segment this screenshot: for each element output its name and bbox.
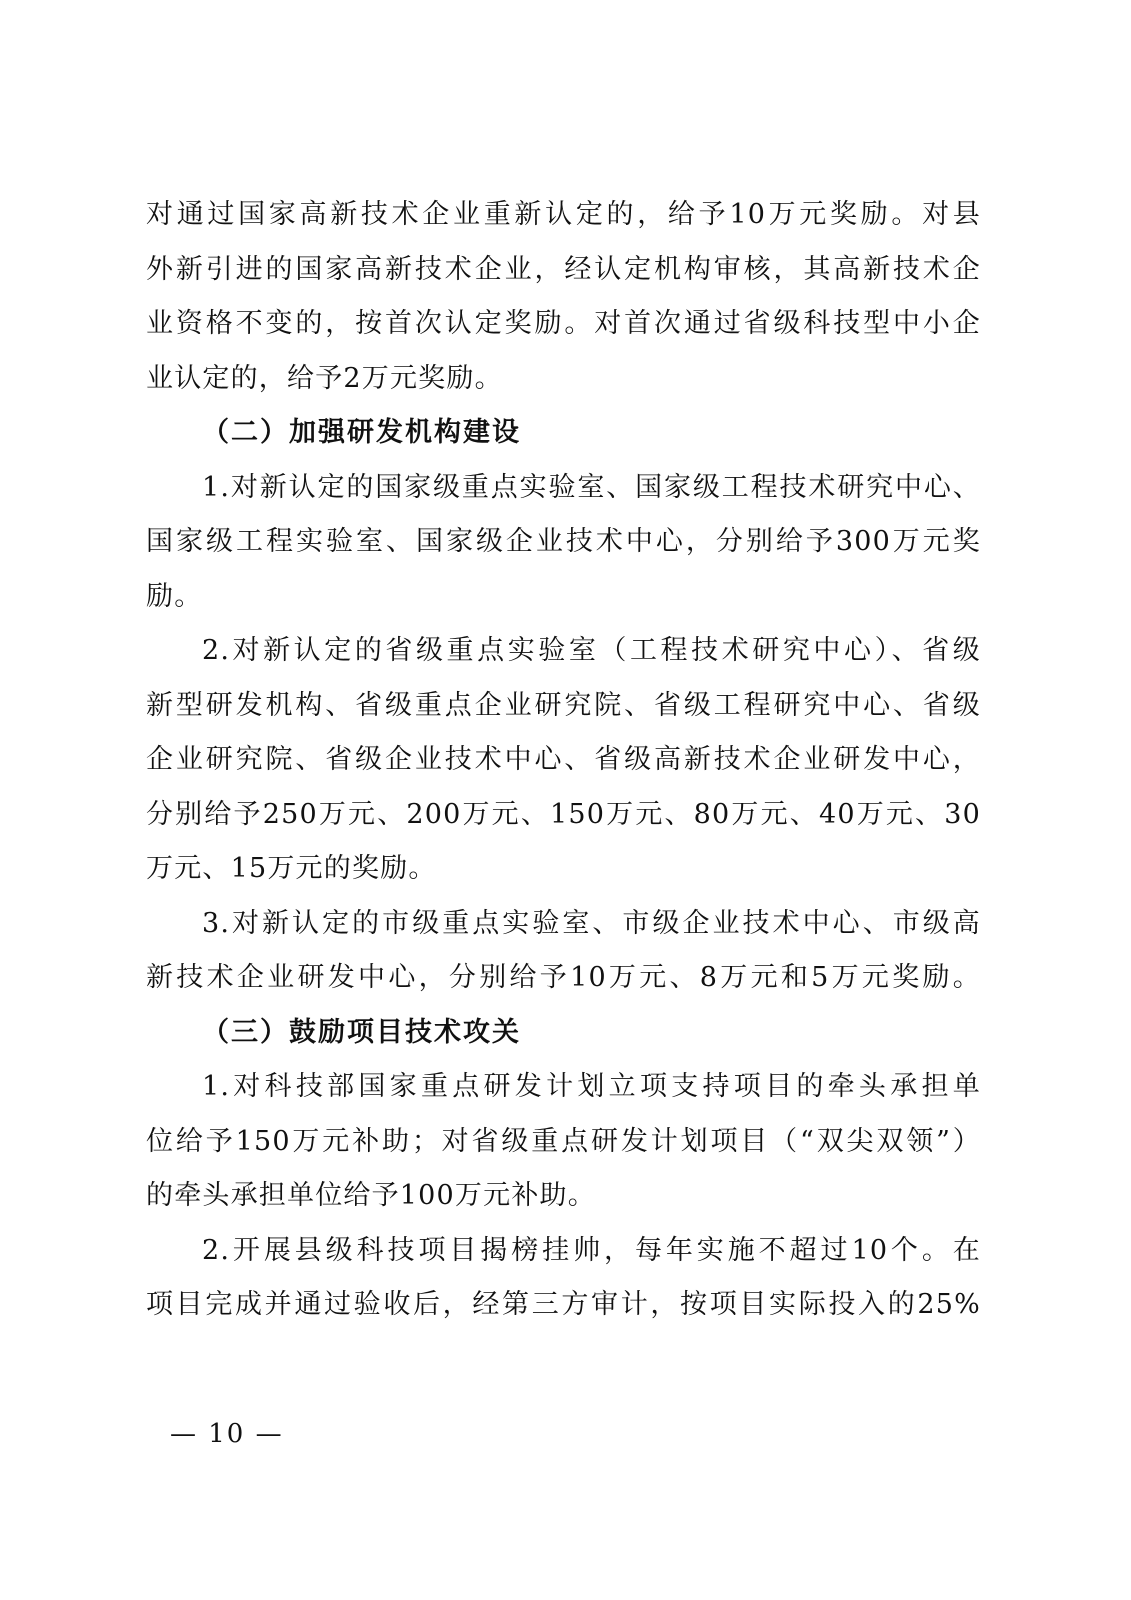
section-heading: （二）加强研发机构建设 xyxy=(202,417,521,448)
text-line: 2.开展县级科技项目揭榜挂帅，每年实施不超过10个。在 xyxy=(202,1234,981,1266)
text-line: 外新引进的国家高新技术企业，经认定机构审核，其高新技术企 xyxy=(146,253,981,285)
text-line: 对通过国家高新技术企业重新认定的，给予10万元奖励。对县 xyxy=(146,199,981,230)
text-line: 企业研究院、省级企业技术中心、省级高新技术企业研发中心， xyxy=(146,744,981,775)
text-line: 国家级工程实验室、国家级企业技术中心，分别给予300万元奖 xyxy=(146,526,981,557)
text-line: 1.对新认定的国家级重点实验室、国家级工程技术研究中心、 xyxy=(202,471,981,503)
text-line: 业认定的，给予2万元奖励。 xyxy=(146,362,503,394)
section-heading: （三）鼓励项目技术攻关 xyxy=(202,1016,521,1048)
text-line: 新型研发机构、省级重点企业研究院、省级工程研究中心、省级 xyxy=(146,689,981,721)
document-body xyxy=(146,188,981,1333)
text-line: 业资格不变的，按首次认定奖励。对首次通过省级科技型中小企 xyxy=(146,308,981,339)
text-line: 项目完成并通过验收后，经第三方审计，按项目实际投入的25% xyxy=(146,1289,981,1320)
text-line: 分别给予250万元、200万元、150万元、80万元、40万元、30 xyxy=(146,798,981,830)
text-line: 励。 xyxy=(146,580,203,612)
text-line: 的牵头承担单位给予100万元补助。 xyxy=(146,1180,596,1211)
text-line: 万元、15万元的奖励。 xyxy=(146,853,437,884)
text-line: 位给予150万元补助；对省级重点研发计划项目（“双尖双领”） xyxy=(146,1125,981,1157)
text-line: 2.对新认定的省级重点实验室（工程技术研究中心）、省级 xyxy=(202,635,981,666)
text-line: 1.对科技部国家重点研发计划立项支持项目的牵头承担单 xyxy=(202,1071,981,1102)
text-line: 3.对新认定的市级重点实验室、市级企业技术中心、市级高 xyxy=(202,907,981,939)
text-line: 新技术企业研发中心，分别给予10万元、8万元和5万元奖励。 xyxy=(146,962,981,993)
page-number: — 10 — xyxy=(170,1419,284,1449)
